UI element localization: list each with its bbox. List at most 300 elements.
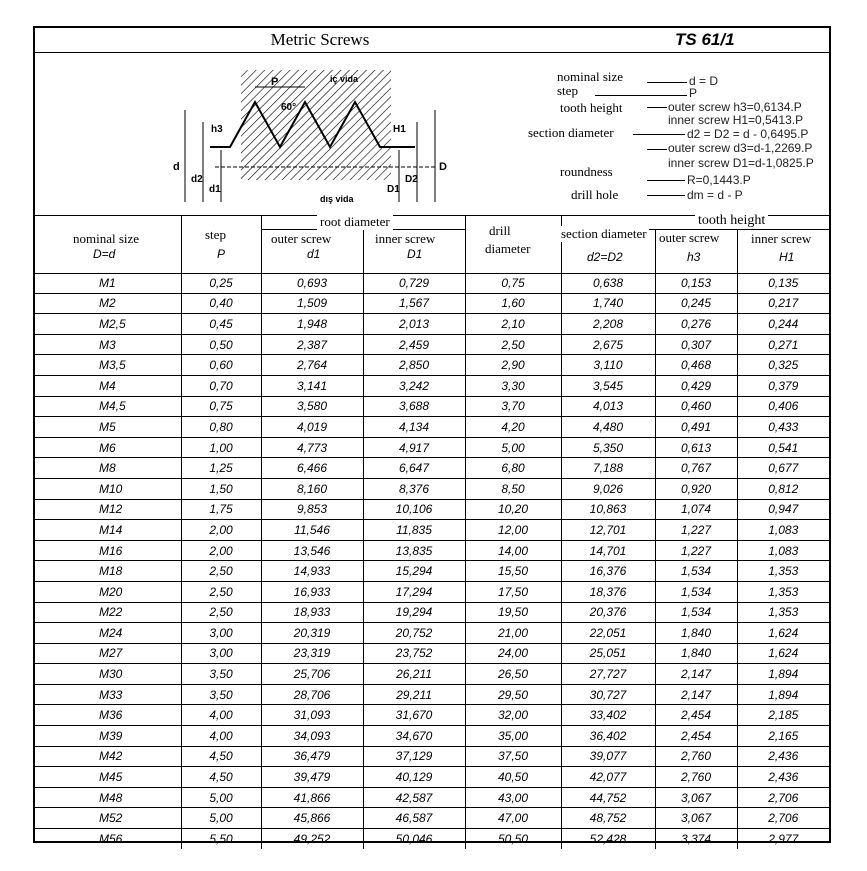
table-cell: 1,740 bbox=[561, 293, 655, 314]
table-cell: 36,479 bbox=[261, 746, 363, 767]
table-cell: 2,00 bbox=[181, 520, 261, 541]
table-cell: 14,933 bbox=[261, 561, 363, 582]
table-cell: 9,026 bbox=[561, 478, 655, 499]
table-header bbox=[35, 215, 829, 274]
table-cell: 20,752 bbox=[363, 623, 465, 644]
table-cell: 3,50 bbox=[181, 664, 261, 685]
header-drill-diameter: diameter bbox=[485, 241, 531, 256]
table-row bbox=[35, 478, 829, 499]
table-cell: 0,325 bbox=[737, 355, 829, 376]
table-cell: 4,773 bbox=[261, 437, 363, 458]
table-cell: 2,850 bbox=[363, 355, 465, 376]
table-cell: 0,767 bbox=[655, 458, 737, 479]
table-cell: 0,729 bbox=[363, 273, 465, 293]
table-cell: 0,406 bbox=[737, 396, 829, 417]
table-row bbox=[35, 458, 829, 479]
table-cell: 34,093 bbox=[261, 726, 363, 747]
table-cell: M18 bbox=[35, 561, 181, 582]
table-row bbox=[35, 540, 829, 561]
table-cell: 8,160 bbox=[261, 478, 363, 499]
table-cell: 28,706 bbox=[261, 684, 363, 705]
table-cell: 1,534 bbox=[655, 561, 737, 582]
table-cell: 0,541 bbox=[737, 437, 829, 458]
table-cell: 11,835 bbox=[363, 520, 465, 541]
header-nominal-symbol: D=d bbox=[93, 247, 116, 261]
table-cell: 7,188 bbox=[561, 458, 655, 479]
table-cell: 43,00 bbox=[465, 787, 561, 808]
table-cell: M8 bbox=[35, 458, 181, 479]
table-cell: 1,624 bbox=[737, 643, 829, 664]
header-root-diameter: root diameter bbox=[317, 214, 393, 230]
table-cell: 39,479 bbox=[261, 767, 363, 788]
table-row bbox=[35, 581, 829, 602]
table-cell: 1,353 bbox=[737, 561, 829, 582]
table-cell: 48,752 bbox=[561, 808, 655, 829]
header-root-inner-screw: inner screw bbox=[375, 231, 436, 246]
table-cell: 16,376 bbox=[561, 561, 655, 582]
table-cell: M12 bbox=[35, 499, 181, 520]
table-cell: 20,319 bbox=[261, 623, 363, 644]
table-cell: 22,051 bbox=[561, 623, 655, 644]
legend-tooth-height: tooth height bbox=[560, 100, 623, 115]
table-cell: 1,227 bbox=[655, 520, 737, 541]
table-cell: 0,693 bbox=[261, 273, 363, 293]
table-cell: 19,50 bbox=[465, 602, 561, 623]
table-row bbox=[35, 787, 829, 808]
table-cell: M30 bbox=[35, 664, 181, 685]
table-cell: 15,50 bbox=[465, 561, 561, 582]
table-cell: 1,534 bbox=[655, 581, 737, 602]
table-cell: 2,50 bbox=[181, 581, 261, 602]
table-cell: 0,491 bbox=[655, 417, 737, 438]
table-cell: 0,433 bbox=[737, 417, 829, 438]
table-cell: 23,752 bbox=[363, 643, 465, 664]
table-cell: 12,00 bbox=[465, 520, 561, 541]
table-cell: 30,727 bbox=[561, 684, 655, 705]
internal-thread-label: iç vida bbox=[330, 74, 359, 84]
table-cell: 45,866 bbox=[261, 808, 363, 829]
table-cell: 1,948 bbox=[261, 314, 363, 335]
table-cell: 3,30 bbox=[465, 375, 561, 396]
legend-outer-d3-formula: outer screw d3=d-1,2269.P bbox=[668, 141, 813, 155]
table-cell: 0,153 bbox=[655, 273, 737, 293]
header-tooth-outer-symbol: h3 bbox=[687, 250, 701, 264]
table-row bbox=[35, 334, 829, 355]
table-cell: 42,587 bbox=[363, 787, 465, 808]
table-cell: 29,50 bbox=[465, 684, 561, 705]
table-cell: 14,00 bbox=[465, 540, 561, 561]
table-cell: 0,468 bbox=[655, 355, 737, 376]
header-step-symbol: P bbox=[217, 247, 226, 261]
table-cell: M45 bbox=[35, 767, 181, 788]
legend-drill-hole: drill hole bbox=[571, 187, 619, 202]
table-cell: 17,294 bbox=[363, 581, 465, 602]
legend-section-formula: d2 = D2 = d - 0,6495.P bbox=[687, 127, 809, 141]
table-cell: M36 bbox=[35, 705, 181, 726]
table-cell: M1 bbox=[35, 273, 181, 293]
table-row bbox=[35, 664, 829, 685]
legend-drill-formula: dm = d - P bbox=[687, 188, 743, 202]
table-cell: 0,70 bbox=[181, 375, 261, 396]
H1-symbol: H1 bbox=[393, 124, 406, 135]
table-cell: 1,840 bbox=[655, 623, 737, 644]
table-cell: 37,129 bbox=[363, 746, 465, 767]
pitch-symbol: P bbox=[271, 76, 279, 88]
table-cell: 3,242 bbox=[363, 375, 465, 396]
table-cell: 0,379 bbox=[737, 375, 829, 396]
table-cell: M24 bbox=[35, 623, 181, 644]
page-title: Metric Screws bbox=[270, 30, 370, 49]
header-root-outer-screw: outer screw bbox=[271, 231, 332, 246]
table-cell: M2 bbox=[35, 293, 181, 314]
table-row bbox=[35, 396, 829, 417]
table-cell: 0,45 bbox=[181, 314, 261, 335]
table-cell: 40,129 bbox=[363, 767, 465, 788]
D-symbol: D bbox=[439, 161, 447, 173]
table-row bbox=[35, 767, 829, 788]
table-cell: 39,077 bbox=[561, 746, 655, 767]
table-cell: 2,760 bbox=[655, 746, 737, 767]
legend-step: step bbox=[557, 83, 578, 98]
table-cell: 0,460 bbox=[655, 396, 737, 417]
table-cell: 0,135 bbox=[737, 273, 829, 293]
header-root-inner-symbol: D1 bbox=[407, 247, 423, 261]
table-cell: 42,077 bbox=[561, 767, 655, 788]
table-cell: M22 bbox=[35, 602, 181, 623]
table-cell: 13,546 bbox=[261, 540, 363, 561]
table-row bbox=[35, 705, 829, 726]
table-row bbox=[35, 746, 829, 767]
header-drill: drill bbox=[489, 223, 511, 238]
table-cell: 0,25 bbox=[181, 273, 261, 293]
table-cell: M14 bbox=[35, 520, 181, 541]
table-cell: 4,00 bbox=[181, 726, 261, 747]
table-row bbox=[35, 293, 829, 314]
table-cell: M10 bbox=[35, 478, 181, 499]
table-cell: 1,25 bbox=[181, 458, 261, 479]
table-cell: 1,353 bbox=[737, 602, 829, 623]
table-cell: 2,90 bbox=[465, 355, 561, 376]
table-cell: 2,165 bbox=[737, 726, 829, 747]
table-cell: 4,50 bbox=[181, 746, 261, 767]
table-cell: 0,60 bbox=[181, 355, 261, 376]
table-row bbox=[35, 520, 829, 541]
table-cell: 18,376 bbox=[561, 581, 655, 602]
table-cell: 3,50 bbox=[181, 684, 261, 705]
table-cell: 1,083 bbox=[737, 540, 829, 561]
D2-symbol: D2 bbox=[405, 174, 418, 185]
table-row bbox=[35, 684, 829, 705]
standard-label: TS 61/1 bbox=[675, 30, 735, 49]
table-cell: 40,50 bbox=[465, 767, 561, 788]
table-cell: 36,402 bbox=[561, 726, 655, 747]
table-cell: 4,480 bbox=[561, 417, 655, 438]
table-row bbox=[35, 623, 829, 644]
table-cell: 2,764 bbox=[261, 355, 363, 376]
table-cell: M3,5 bbox=[35, 355, 181, 376]
screw-table-frame bbox=[33, 26, 831, 846]
table-row bbox=[35, 643, 829, 664]
table-cell: 0,947 bbox=[737, 499, 829, 520]
header-section-symbol: d2=D2 bbox=[587, 250, 623, 264]
table-cell: 1,227 bbox=[655, 540, 737, 561]
legend-roundness-formula: R=0,1443.P bbox=[687, 173, 751, 187]
table-cell: 4,019 bbox=[261, 417, 363, 438]
table-cell: 1,894 bbox=[737, 664, 829, 685]
legend-nominal-formula: d = D bbox=[689, 74, 719, 88]
table-cell: 0,217 bbox=[737, 293, 829, 314]
table-row bbox=[35, 437, 829, 458]
table-cell: M5 bbox=[35, 417, 181, 438]
header-tooth-outer-screw: outer screw bbox=[659, 230, 720, 245]
table-cell: M33 bbox=[35, 684, 181, 705]
table-cell: 24,00 bbox=[465, 643, 561, 664]
table-cell: 3,110 bbox=[561, 355, 655, 376]
table-cell: 0,50 bbox=[181, 334, 261, 355]
table-cell: 2,147 bbox=[655, 684, 737, 705]
table-cell: 32,00 bbox=[465, 705, 561, 726]
table-cell: 0,812 bbox=[737, 478, 829, 499]
table-cell: 4,013 bbox=[561, 396, 655, 417]
thread-figure bbox=[35, 52, 829, 216]
table-cell: 8,50 bbox=[465, 478, 561, 499]
angle-label: 60° bbox=[281, 102, 297, 113]
table-cell: 31,670 bbox=[363, 705, 465, 726]
table-cell: 31,093 bbox=[261, 705, 363, 726]
table-cell: 0,920 bbox=[655, 478, 737, 499]
header-tooth-inner-symbol: H1 bbox=[779, 250, 795, 264]
table-cell: 1,894 bbox=[737, 684, 829, 705]
table-cell: 34,670 bbox=[363, 726, 465, 747]
table-cell: 3,067 bbox=[655, 808, 737, 829]
table-cell: 4,00 bbox=[181, 705, 261, 726]
table-row bbox=[35, 314, 829, 335]
header-section-diameter: section diameter bbox=[561, 226, 647, 241]
table-cell: 41,866 bbox=[261, 787, 363, 808]
table-cell: 5,00 bbox=[465, 437, 561, 458]
table-cell: 14,701 bbox=[561, 540, 655, 561]
table-cell: 1,00 bbox=[181, 437, 261, 458]
table-cell: 2,10 bbox=[465, 314, 561, 335]
table-cell: 12,701 bbox=[561, 520, 655, 541]
table-cell: 50,50 bbox=[465, 829, 561, 849]
table-cell: 20,376 bbox=[561, 602, 655, 623]
table-row bbox=[35, 561, 829, 582]
table-cell: M2,5 bbox=[35, 314, 181, 335]
table-cell: 50,046 bbox=[363, 829, 465, 849]
table-cell: 4,917 bbox=[363, 437, 465, 458]
table-cell: 25,706 bbox=[261, 664, 363, 685]
table-cell: 3,374 bbox=[655, 829, 737, 849]
table-cell: 2,454 bbox=[655, 726, 737, 747]
legend-outer-h3-formula: outer screw h3=0,6134.P bbox=[668, 100, 802, 114]
table-cell: 1,624 bbox=[737, 623, 829, 644]
table-row bbox=[35, 417, 829, 438]
table-cell: 2,147 bbox=[655, 664, 737, 685]
table-row bbox=[35, 829, 829, 849]
table-cell: 6,647 bbox=[363, 458, 465, 479]
table-cell: 1,75 bbox=[181, 499, 261, 520]
title-bar bbox=[35, 28, 829, 53]
table-cell: 6,80 bbox=[465, 458, 561, 479]
table-cell: 4,20 bbox=[465, 417, 561, 438]
table-row bbox=[35, 726, 829, 747]
table-cell: 9,853 bbox=[261, 499, 363, 520]
table-cell: 1,509 bbox=[261, 293, 363, 314]
table-cell: 2,459 bbox=[363, 334, 465, 355]
header-step: step bbox=[205, 227, 226, 242]
table-cell: 3,00 bbox=[181, 623, 261, 644]
table-row bbox=[35, 375, 829, 396]
legend-inner-H1-formula: inner screw H1=0,5413.P bbox=[668, 113, 804, 127]
header-tooth-height: tooth height bbox=[695, 213, 768, 229]
table-cell: 35,00 bbox=[465, 726, 561, 747]
table-cell: M4,5 bbox=[35, 396, 181, 417]
table-cell: M39 bbox=[35, 726, 181, 747]
table-cell: 1,534 bbox=[655, 602, 737, 623]
table-cell: 52,428 bbox=[561, 829, 655, 849]
table-cell: 2,387 bbox=[261, 334, 363, 355]
table-cell: 0,429 bbox=[655, 375, 737, 396]
header-nominal-size: nominal size bbox=[73, 231, 140, 246]
table-cell: 2,760 bbox=[655, 767, 737, 788]
table-cell: M42 bbox=[35, 746, 181, 767]
legend-section-diameter: section diameter bbox=[528, 125, 614, 140]
table-cell: 19,294 bbox=[363, 602, 465, 623]
table-cell: M3 bbox=[35, 334, 181, 355]
table-cell: 0,245 bbox=[655, 293, 737, 314]
table-cell: 3,141 bbox=[261, 375, 363, 396]
table-cell: 0,40 bbox=[181, 293, 261, 314]
table-cell: 2,977 bbox=[768, 831, 799, 846]
legend-roundness: roundness bbox=[560, 164, 613, 179]
table-cell: 18,933 bbox=[261, 602, 363, 623]
table-row bbox=[35, 808, 829, 829]
table-cell: 17,50 bbox=[465, 581, 561, 602]
table-cell: M4 bbox=[35, 375, 181, 396]
table-cell: M52 bbox=[35, 808, 181, 829]
table-cell: 25,051 bbox=[561, 643, 655, 664]
table-row bbox=[35, 499, 829, 520]
table-cell: 2,706 bbox=[737, 808, 829, 829]
table-cell: 37,50 bbox=[465, 746, 561, 767]
table-cell: 2,436 bbox=[737, 767, 829, 788]
table-cell: 44,752 bbox=[561, 787, 655, 808]
table-cell: 0,80 bbox=[181, 417, 261, 438]
header-root-outer-symbol: d1 bbox=[307, 247, 321, 261]
table-cell: 5,00 bbox=[181, 808, 261, 829]
legend-step-formula: P bbox=[689, 86, 698, 100]
table-cell: 27,727 bbox=[561, 664, 655, 685]
table-cell: 10,20 bbox=[465, 499, 561, 520]
table-cell: 2,454 bbox=[655, 705, 737, 726]
d1-symbol: d1 bbox=[209, 184, 221, 195]
table-cell: 5,350 bbox=[561, 437, 655, 458]
table-cell: 1,353 bbox=[737, 581, 829, 602]
table-cell: 2,185 bbox=[737, 705, 829, 726]
table-cell: 0,271 bbox=[737, 334, 829, 355]
d-symbol: d bbox=[173, 161, 180, 173]
table-cell: 1,567 bbox=[363, 293, 465, 314]
table-cell: 5,50 bbox=[181, 829, 261, 849]
table-cell: 0,244 bbox=[737, 314, 829, 335]
external-thread-label: dış vida bbox=[320, 194, 354, 204]
table-cell: 23,319 bbox=[261, 643, 363, 664]
table-cell: 49,252 bbox=[261, 829, 363, 849]
table-cell: 1,083 bbox=[737, 520, 829, 541]
table-cell: M16 bbox=[35, 540, 181, 561]
table-cell: 26,50 bbox=[465, 664, 561, 685]
table-cell: 0,75 bbox=[465, 273, 561, 293]
header-tooth-inner-screw: inner screw bbox=[751, 231, 812, 246]
table-cell: 1,50 bbox=[181, 478, 261, 499]
table-cell: 10,106 bbox=[363, 499, 465, 520]
table-cell: 2,50 bbox=[465, 334, 561, 355]
table-cell: 3,00 bbox=[181, 643, 261, 664]
table-cell: 0,638 bbox=[561, 273, 655, 293]
table-cell: 3,545 bbox=[561, 375, 655, 396]
table-cell: 15,294 bbox=[363, 561, 465, 582]
table-cell: 29,211 bbox=[363, 684, 465, 705]
table-cell: 0,75 bbox=[181, 396, 261, 417]
table-cell: 2,706 bbox=[737, 787, 829, 808]
table-cell: 10,863 bbox=[561, 499, 655, 520]
table-cell: 2,436 bbox=[737, 746, 829, 767]
table-cell: 6,466 bbox=[261, 458, 363, 479]
table-cell: 5,00 bbox=[181, 787, 261, 808]
table-cell: M27 bbox=[35, 643, 181, 664]
thread-profile-drawing bbox=[155, 52, 455, 215]
table-cell: 0,276 bbox=[655, 314, 737, 335]
table-cell: 2,013 bbox=[363, 314, 465, 335]
table-cell: 3,70 bbox=[465, 396, 561, 417]
table-cell: 46,587 bbox=[363, 808, 465, 829]
table-cell: M48 bbox=[35, 787, 181, 808]
table-cell: M20 bbox=[35, 581, 181, 602]
d2-symbol: d2 bbox=[191, 174, 203, 185]
table-cell: 2,675 bbox=[561, 334, 655, 355]
table-cell: 1,074 bbox=[655, 499, 737, 520]
table-cell: 1,840 bbox=[655, 643, 737, 664]
table-cell: 13,835 bbox=[363, 540, 465, 561]
table-row bbox=[35, 273, 829, 293]
table-cell: M56 bbox=[35, 829, 181, 849]
table-cell: 2,50 bbox=[181, 561, 261, 582]
table-cell: 3,688 bbox=[363, 396, 465, 417]
table-cell: 33,402 bbox=[561, 705, 655, 726]
table-cell: 47,00 bbox=[465, 808, 561, 829]
table-row bbox=[35, 355, 829, 376]
table-cell: 0,613 bbox=[655, 437, 737, 458]
table-cell: 0,677 bbox=[737, 458, 829, 479]
table-cell: 2,50 bbox=[181, 602, 261, 623]
table-cell: 11,546 bbox=[261, 520, 363, 541]
table-cell: 21,00 bbox=[465, 623, 561, 644]
table-cell: 4,134 bbox=[363, 417, 465, 438]
h3-symbol: h3 bbox=[211, 124, 223, 135]
table-cell: 8,376 bbox=[363, 478, 465, 499]
table-cell: 4,50 bbox=[181, 767, 261, 788]
legend-nominal-size: nominal size bbox=[557, 69, 624, 84]
D1-symbol: D1 bbox=[387, 184, 400, 195]
table-cell: 3,067 bbox=[655, 787, 737, 808]
table-cell: 16,933 bbox=[261, 581, 363, 602]
table-cell: 0,307 bbox=[655, 334, 737, 355]
legend-inner-D1-formula: inner screw D1=d-1,0825.P bbox=[668, 156, 814, 170]
table-cell: 26,211 bbox=[363, 664, 465, 685]
table-cell: 2,00 bbox=[181, 540, 261, 561]
table-cell: M6 bbox=[35, 437, 181, 458]
